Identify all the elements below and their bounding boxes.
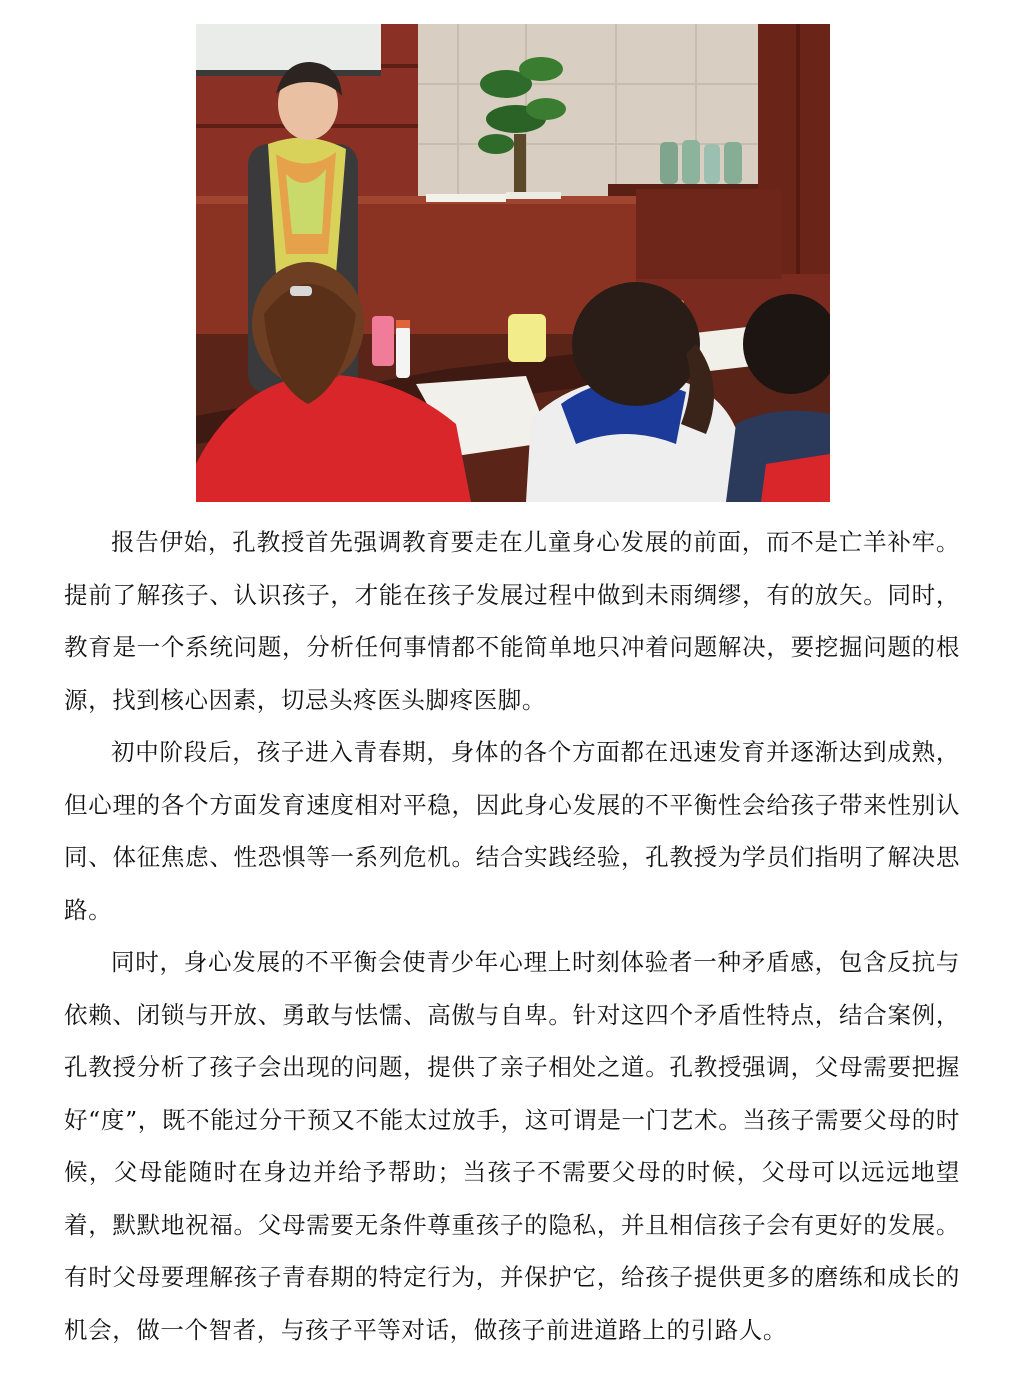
article-paragraph: 初中阶段后，孩子进入青春期，身体的各个方面都在迅速发育并逐渐达到成熟，但心理的各个方面发育速度相对平稳，因此身心发展的不平衡性会给孩子带来性别认同、体征焦虑、性恐惧等一系列危机。结合实践经验，孔教授为学员们指明了解决思路。	[64, 738, 960, 924]
lecture-photo	[196, 24, 830, 502]
article-body	[64, 516, 960, 1356]
article-paragraph: 同时，身心发展的不平衡会使青少年心理上时刻体验者一种矛盾感，包含反抗与依赖、闭锁与开放、勇敢与怯懦、高傲与自卑。针对这四个矛盾性特点，结合案例，孔教授分析了孩子会出现的问题，提供了亲子相处之道。孔教授强调，父母需要把握好“度”，既不能过分干预又不能太过放手，这可谓是一门艺术。当孩子需要父母的时候，父母能随时在身边并给予帮助；当孩子不需要父母的时候，父母可以远远地望着，默默地祝福。父母需要无条件尊重孩子的隐私，并且相信孩子会有更好的发展。有时父母要理解孩子青春期的特定行为，并保护它，给孩子提供更多的磨练和成长的机会，做一个智者，与孩子平等对话，做孩子前进道路上的引路人。	[64, 948, 960, 1344]
article-paragraph: 报告伊始，孔教授首先强调教育要走在儿童身心发展的前面，而不是亡羊补牢。提前了解孩子、认识孩子，才能在孩子发展过程中做到未雨绸缪，有的放矢。同时，教育是一个系统问题，分析任何事情都不能简单地只冲着问题解决，要挖掘问题的根源，找到核心因素，切忌头疼医头脚疼医脚。	[64, 528, 960, 714]
